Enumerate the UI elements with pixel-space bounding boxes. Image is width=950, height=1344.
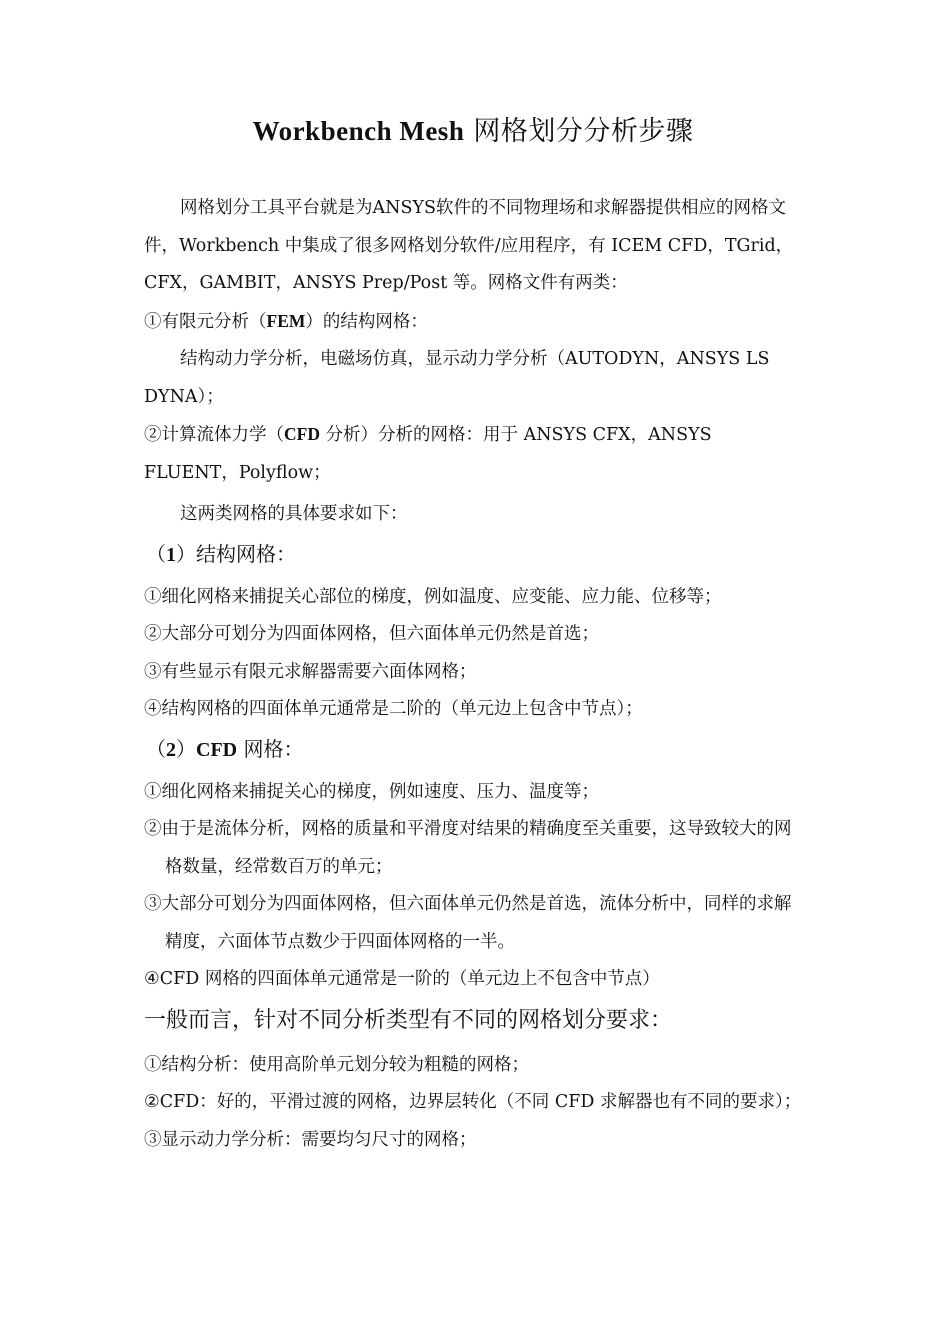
list-item: ③显示动力学分析：需要均匀尺寸的网格； <box>144 1129 477 1150</box>
list-item: ②CFD：好的，平滑过渡的网格，边界层转化（不同 CFD 求解器也有不同的要求）； <box>144 1092 802 1112</box>
cfd-item-bold: CFD <box>284 424 320 444</box>
section-2-list <box>144 774 802 999</box>
fem-item <box>144 303 802 342</box>
section-3-heading: 一般而言，针对不同分析类型有不同的网格划分要求： <box>144 1007 673 1033</box>
section-1-open: （ <box>146 541 166 566</box>
intro-paragraph: 网格划分工具平台就是为ANSYS软件的不同物理场和求解器提供相应的网格文件，Workbench 中集成了很多网格划分软件/应用程序，有 ICEM CFD，TGrid，CFX，GAMBIT，ANSYS Prep/Post 等。网格文件有两类： <box>144 198 794 293</box>
title-english: Workbench Mesh <box>252 116 465 146</box>
list-item: ①细化网格来捕捉关心的梯度，例如速度、压力、温度等； <box>144 781 599 802</box>
section-2-label: 网格： <box>237 736 304 761</box>
list-item: ③有些显示有限元求解器需要六面体网格； <box>144 661 477 682</box>
fem-item-bold: FEM <box>266 310 306 331</box>
section-2-number: 2 <box>166 738 176 761</box>
list-item: ②大部分可划分为四面体网格，但六面体单元仍然是首选； <box>144 624 599 644</box>
list-item: ②由于是流体分析，网格的质量和平滑度对结果的精确度至关重要，这导致较大的网格数量，经常数百万的单元； <box>144 819 792 877</box>
section-2-bold: CFD <box>196 738 238 761</box>
cfd-item-suffix: 分析）分析的网格：用于 ANSYS CFX，ANSYS FLUENT，Polyflow； <box>144 425 712 483</box>
section-1-label: ）结构网格： <box>176 541 296 566</box>
fem-description: 结构动力学分析，电磁场仿真，显示动力学分析（AUTODYN，ANSYS LS DYNA）； <box>144 349 770 407</box>
title-chinese: 网格划分分析步骤 <box>464 116 694 147</box>
section-2-close: ） <box>176 736 196 761</box>
fem-item-suffix: ）的结构网格： <box>305 311 428 332</box>
list-item: ①结构分析：使用高阶单元划分较为粗糙的网格； <box>144 1054 529 1075</box>
requirements-intro: 这两类网格的具体要求如下： <box>180 504 408 524</box>
list-item: ③大部分可划分为四面体网格，但六面体单元仍然是首选，流体分析中，同样的求解精度，六面体节点数少于四面体网格的一半。 <box>144 894 792 952</box>
list-item: ④结构网格的四面体单元通常是二阶的（单元边上包含中节点）； <box>144 699 643 719</box>
section-2-open: （ <box>146 736 166 761</box>
list-item: ④CFD 网格的四面体单元通常是一阶的（单元边上不包含中节点） <box>144 969 660 989</box>
section-2-heading <box>144 729 802 770</box>
document-title <box>144 0 802 149</box>
section-1-list <box>144 579 802 729</box>
section-3-list <box>144 1047 802 1160</box>
fem-item-prefix: ①有限元分析（ <box>144 311 267 332</box>
list-item: ①细化网格来捕捉关心部位的梯度，例如温度、应变能、应力能、位移等； <box>144 586 722 607</box>
section-1-heading <box>144 534 802 575</box>
cfd-item-prefix: ②计算流体力学（ <box>144 425 284 445</box>
cfd-item <box>144 416 802 492</box>
section-1-number: 1 <box>166 543 176 566</box>
